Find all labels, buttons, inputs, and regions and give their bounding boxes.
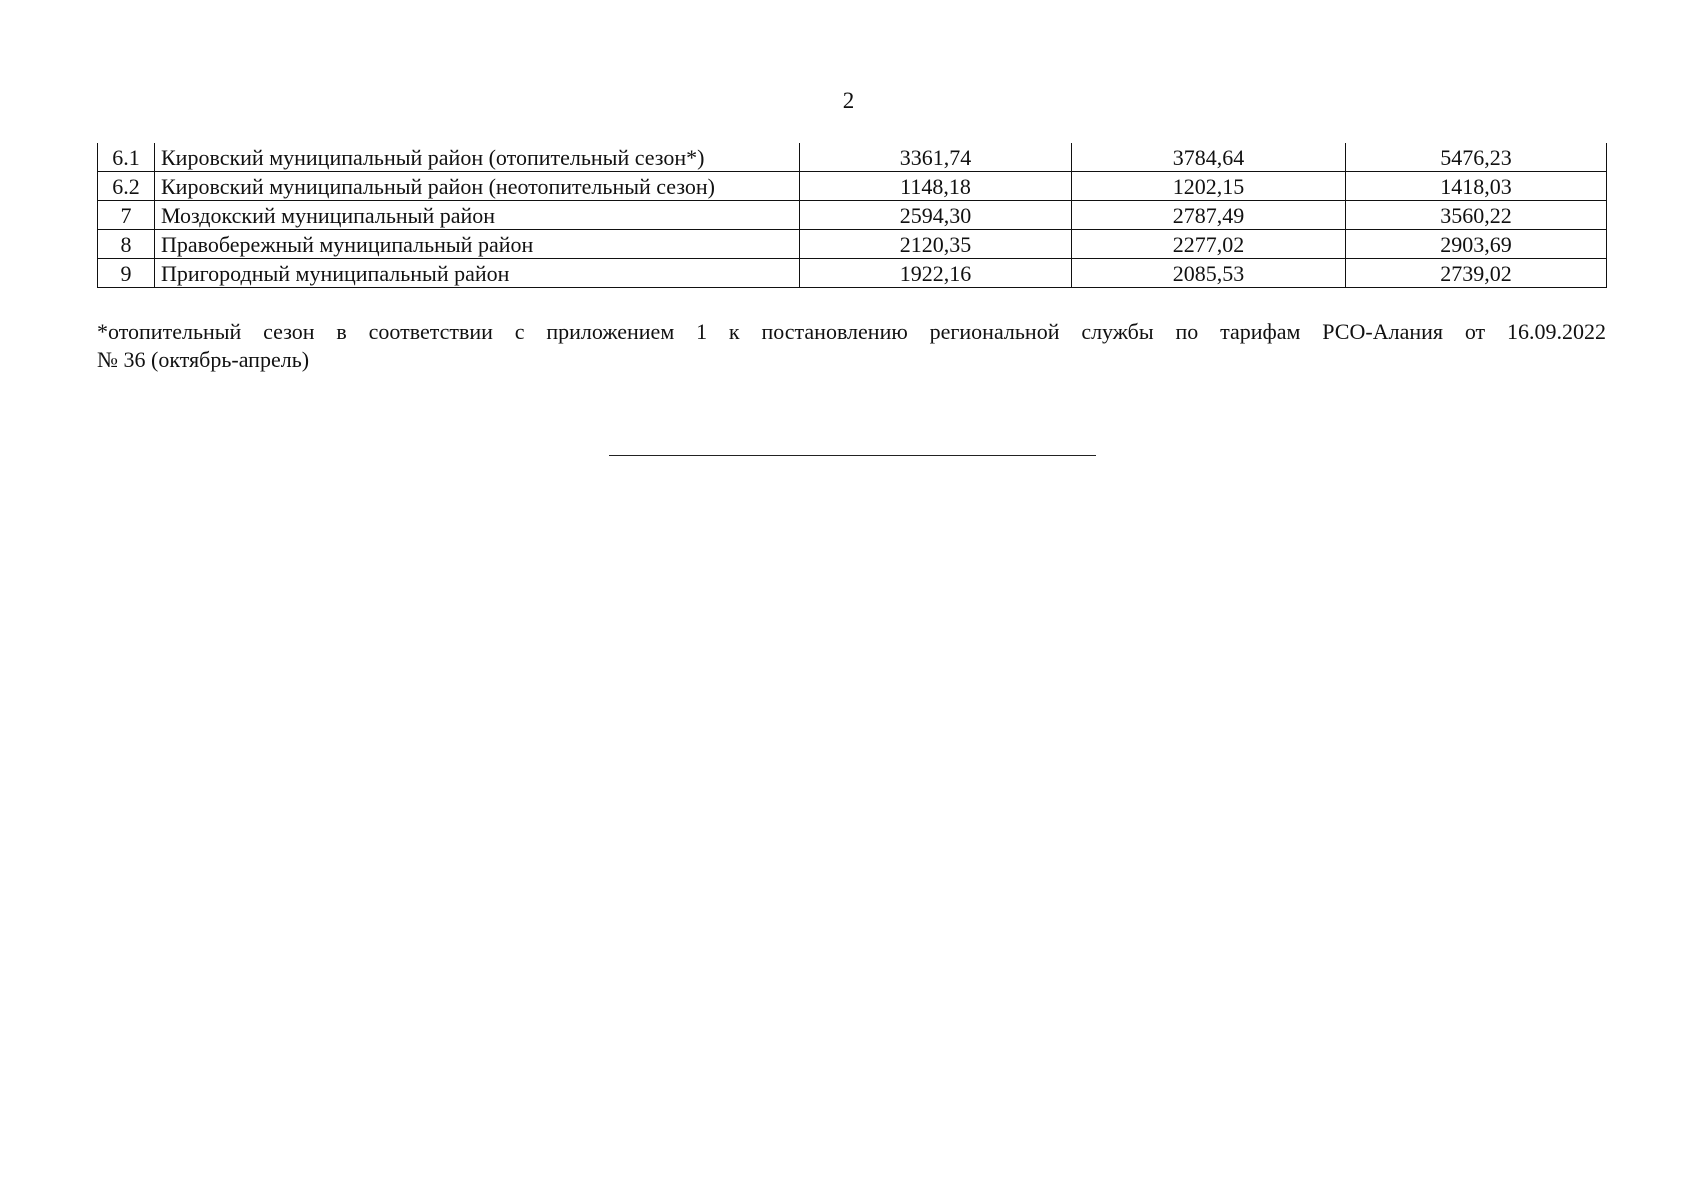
tariff-value-3: 2903,69 (1346, 230, 1607, 259)
footnote-line-1: *отопительный сезон в соответствии с приложением 1 к постановлению региональной службы по тарифам РСО-Алания от 16.09.2022 (97, 319, 1606, 344)
table-row (98, 259, 1607, 288)
tariff-value-3: 5476,23 (1346, 143, 1607, 172)
row-number: 7 (98, 201, 155, 230)
row-number: 9 (98, 259, 155, 288)
table-row (98, 143, 1607, 172)
footnote (97, 318, 1606, 374)
page-number: 2 (842, 88, 855, 113)
tariff-value-2: 2277,02 (1072, 230, 1346, 259)
tariff-value-2: 2085,53 (1072, 259, 1346, 288)
end-divider-line (609, 455, 1096, 456)
district-name: Правобережный муниципальный район (155, 230, 800, 259)
row-number: 8 (98, 230, 155, 259)
tariff-value-2: 1202,15 (1072, 172, 1346, 201)
tariff-value-1: 3361,74 (800, 143, 1072, 172)
district-name: Пригородный муниципальный район (155, 259, 800, 288)
row-number: 6.1 (98, 143, 155, 172)
district-name: Кировский муниципальный район (отопительный сезон*) (155, 143, 800, 172)
tariff-value-1: 1148,18 (800, 172, 1072, 201)
tariff-value-1: 2594,30 (800, 201, 1072, 230)
tariff-value-2: 2787,49 (1072, 201, 1346, 230)
tariff-value-1: 2120,35 (800, 230, 1072, 259)
table-row (98, 230, 1607, 259)
tariff-value-1: 1922,16 (800, 259, 1072, 288)
table-row (98, 201, 1607, 230)
tariff-value-3: 1418,03 (1346, 172, 1607, 201)
tariff-value-3: 3560,22 (1346, 201, 1607, 230)
tariff-value-2: 3784,64 (1072, 143, 1346, 172)
tariff-table (97, 143, 1607, 288)
tariff-value-3: 2739,02 (1346, 259, 1607, 288)
footnote-line-2: № 36 (октябрь-апрель) (97, 347, 310, 372)
district-name: Кировский муниципальный район (неотопительный сезон) (155, 172, 800, 201)
district-name: Моздокский муниципальный район (155, 201, 800, 230)
table-row (98, 172, 1607, 201)
row-number: 6.2 (98, 172, 155, 201)
